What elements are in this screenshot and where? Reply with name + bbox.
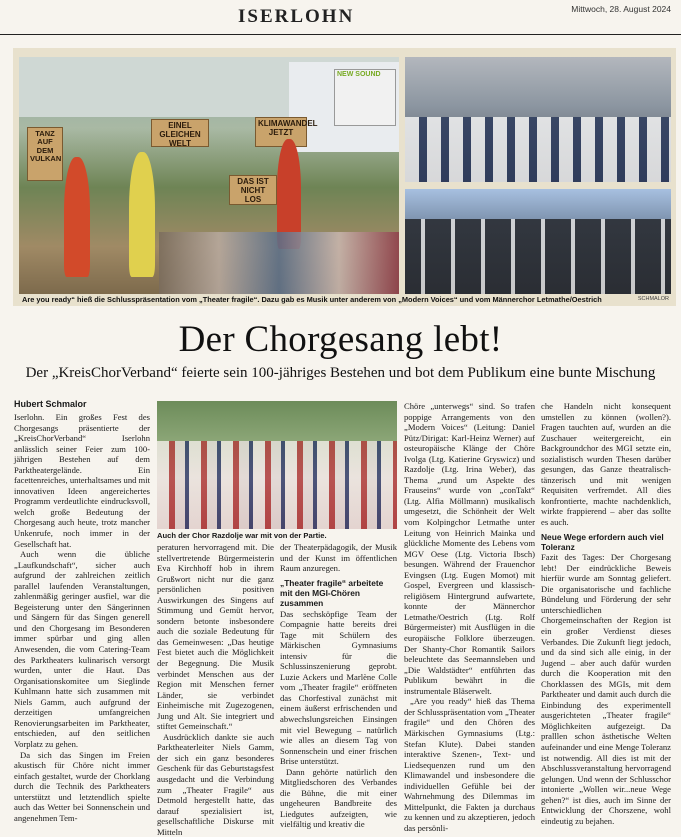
audience bbox=[159, 232, 399, 294]
sign-klima: KLIMAWANDEL JETZT bbox=[255, 117, 307, 147]
article-column-5 bbox=[541, 401, 671, 827]
subheadline: Der „KreisChorVerband“ feierte sein 100-jähriges Bestehen und bot dem Publikum eine bunte Mischung bbox=[25, 365, 656, 381]
article-column-2 bbox=[157, 542, 274, 837]
page-header bbox=[0, 0, 681, 35]
sign-welt: EINEL GLEICHEN WELT bbox=[151, 119, 209, 147]
paragraph: „Are you ready“ hieß das Thema der Schlusspräsentation vom „Theater fragile“ und den Chören des Märkischen Gymnasiums (Ltg.: Stefan Klute). Dabei standen interaktive Szenen-, Text- und Liedsequenzen rund um den Klimawandel und insbesondere die individuellen Gefühle bei der Wahrnehmung des Dilemmas im Mittelpunkt, die Fakten ja durchaus zu kennen und zu akzeptieren, jedoch das persönli- bbox=[404, 696, 536, 833]
subheading: „Theater fragile“ arbeitete mit den MGI-Chören zusammen bbox=[280, 577, 384, 609]
paragraph: Das sechsköpfige Team der Compagnie hatte bereits drei Tage mit Schülern des Märkischen Gymnasiums intensiv für die Schlussinszenierung geprobt. Luzie Ackers und Marlène Colle vom „Theater fragile“ eröffneten das Chorfestival zunächst mit einem äußerst erfrischenden und abwechslungsreichen Einsingen mit viel Bewegung – natürlich wie alles an diesem Tag von Sonnenschein und einer frischen Brise unterstützt. bbox=[280, 608, 397, 767]
banner-text: NEW SOUND bbox=[337, 71, 381, 78]
photo-credit: SCHMALOR bbox=[637, 296, 669, 302]
author: Hubert Schmalor bbox=[14, 399, 87, 409]
razdolje-caption: Auch der Chor Razdolje war mit von der Partie. bbox=[157, 531, 327, 540]
paragraph: Dann gehörte natürlich den Mitgliedschoren des Verbandes die Bühne, die mit einer ungeheuren Bandbreite des Liedgutes aufzeigten, wie vielfältig und kreativ die bbox=[280, 766, 397, 830]
paragraph: Da sich das Singen im Freien akustisch für Chöre nicht immer einfach gestaltet, wurde der Chorklang durch die Technik des Parktheaters unterstützt und letztendlich spielte auch das Wetter bei Sonnenschein und angenehmen Tem- bbox=[14, 749, 150, 823]
article-column-1 bbox=[14, 412, 150, 827]
paragraph: peraturen hervorragend mit. Die stellvertretende Bürgermeisterin Eva Kirchhoff hob in ihrem Grußwort nicht nur die ganz persönlichen positiven Auswirkungen des Singens auf Stimmung und Gemüt hervor, sondern betonte insbesondere auch die soziale Bedeutung für das Gemeinwesen: „Das heutige Fest bietet auch die Möglichkeit der Begegnung. Die Musik verbindet Menschen aus der Region mit Menschen ferner Länder, sie verbindet Einheimische mit Zugezogenen, Jung und Alt. Sie integriert und stiftet Gemeinschaft.“ bbox=[157, 542, 274, 732]
paragraph: Fazit des Tages: Der Chorgesang lebt! Der eindrückliche Beweis hierfür wurde am Sonntag geliefert. Die organisatorische und fachliche Bündelung und Förderung der sehr unterschiedlichen Chorgemeinschaften der Region ist ein großer Verdienst dieses Verbandes. Die Zukunft liegt jedoch, und da sind sich alle einig, in der Jugend – aber auch dafür wurden durch die Kooperation mit den Chorklassen des MGIs, mit dem Parktheater und damit auch durch die Einbindung des experimentell ausgerichteten „Theater fragile“ Möglichkeiten aufgezeigt. Da pralllen schon ästhetische Welten aufeinander und eine Menge Toleranz ist notwendig. All dies ist mit der Abschlussveranstaltung hervorragend gelungen. Und wenn der Schlusschor intonierte „Wollen wir...neue Wege gehen?“ ist dies, auch im Sinne der Entwicklung der Chorszene, wohl eindeutig zu bejahen. bbox=[541, 552, 671, 826]
headline: Der Chorgesang lebt! bbox=[178, 319, 503, 360]
issue-date: Mittwoch, 28. August 2024 bbox=[571, 4, 671, 14]
article-column-4 bbox=[404, 401, 536, 833]
razdolje-photo bbox=[157, 401, 397, 529]
article-column-3 bbox=[280, 542, 397, 830]
choir-figures bbox=[405, 117, 671, 182]
sign-los: DAS IST NICHT LOS bbox=[229, 175, 277, 205]
choir-photo-top bbox=[405, 57, 671, 182]
paragraph: Chöre „unterwegs“ sind. So trafen poppige Arrangements von den „Modern Voices“ (Leitung: Daniel Pütz/Dirigat: Karl-Heinz Werner) auf osteuropäische Klänge der Chöre Ivolga (Ltg. Katierine Gryswicz) und Razdolje (Ltg. Irina Weber), das Thema „rund um Aspekte des Frauseins“ wurde von „conTakt“ (Ltg. Alfia Möllmann) musikalisch umgesetzt, die Schönheit der Welt vom Kolpingchor Letmathe unter Leitung von Heinrich Mainka und glückliche Momente des Lebens vom MGV Oese (Ltg. Victoria Ibsch) besungen. Während der Frauenchor Evingsen (Ltg. Eugen Momot) mit Gospel, Evergreen und klassisch-religiösem Hintergrund aufwartete, konnte der Männerchor Letmathe/Oestrich (Ltg. Rolf Bürgermeister) mit Ausflügen in die europäische Folklore überzeugen. Der Shanty-Chor Romantik Sailors beleuchtete das Seemannsleben und „Die Waldstädter“ entführten das Publikum bewährt in die instrumentale Bläserwelt. bbox=[404, 401, 535, 696]
paragraph: Auch wenn die übliche „Laufkundschaft“, sicher auch aufgrund der zahlreichen zeitlich parallel laufenden Veranstaltungen, zahlenmäßig geringer ausfiel, war die Begeisterung unter den Sängerinnen und Sängern für das Singen generell und den Chorgesang im Besonderen immer spürbar und ging allen Anwesenden, die vom Catering-Team des Parktheaters kulinarisch versorgt wurden, unter die Haut. Das Organisationskomitee um Sieglinde Kuhlmann hatte sich zusammen mit Niels Gamm, auch aufgrund der derzeitigen umfangreichen Renovierungsarbeiten im Parktheater, entschieden, auf den seitlichen Vorplatz zu gehen. bbox=[14, 549, 150, 749]
paragraph: che Handeln nicht konsequent umstellen zu können (wollen?). Fragen tauchten auf, wurden an die Zuschauer weitergereicht, ein Backgroundchor des MGI setzte ein, sozialistisch wurden Thesen darüber gesungen, das Ganze theatralisch-tänzerisch und mit wenigen Requisiten verfremdet. All dies konfrontierte, machte nachdenklich, wirkte frappierend – aber das sollte es auch. bbox=[541, 401, 671, 528]
paragraph: Iserlohn. Ein großes Fest des Chorgesangs präsentierte der „KreisChorVerband“ Iserlohn anlässlich seiner Feier zum 100-jährigen Bestehen auf dem Parktheatergelände. Ein facettenreiches, unterhaltsames und mit innovativen Ideen angereichertes Programm verdeutlichte eindrucksvoll, welch große Bedeutung der Chorgesang auch heute, trotz mancher Unkenrufe, noch immer in der Gesellschaft hat. bbox=[14, 412, 151, 549]
choir-photo-bottom bbox=[405, 189, 671, 294]
sign-tanz: TANZ AUF DEM VULKAN bbox=[27, 127, 63, 181]
photo-caption: Are you ready“ hieß die Schlusspräsentation vom „Theater fragile“. Dazu gab es Musik unter anderem von „Modern Voices“ und vom Männerchor Letmathe/Oestrich bbox=[22, 295, 602, 304]
mens-choir-figures bbox=[405, 219, 671, 294]
subheading: Neue Wege erfordern auch viel Toleranz bbox=[541, 531, 664, 552]
section-title: ISERLOHN bbox=[238, 6, 355, 27]
choir-figures bbox=[157, 441, 397, 529]
performer-figure bbox=[64, 157, 90, 277]
paragraph: der Theaterpädagogik, der Musik und der Kunst im öffentlichen Raum anzuregen. bbox=[280, 542, 397, 574]
performer-figure bbox=[129, 152, 155, 277]
paragraph: Ausdrücklich dankte sie auch Parktheaterleiter Niels Gamm, der sich ein ganz besonderes Geschenk für das Geburtstagsfest ausgedacht und die Verbindung zum „Theater Fragile“ aus Detmold hergestellt hatte, das darauf spezialisiert ist, gesellschaftliche Diskurse mit Mitteln bbox=[157, 731, 274, 837]
main-photo bbox=[19, 57, 399, 294]
